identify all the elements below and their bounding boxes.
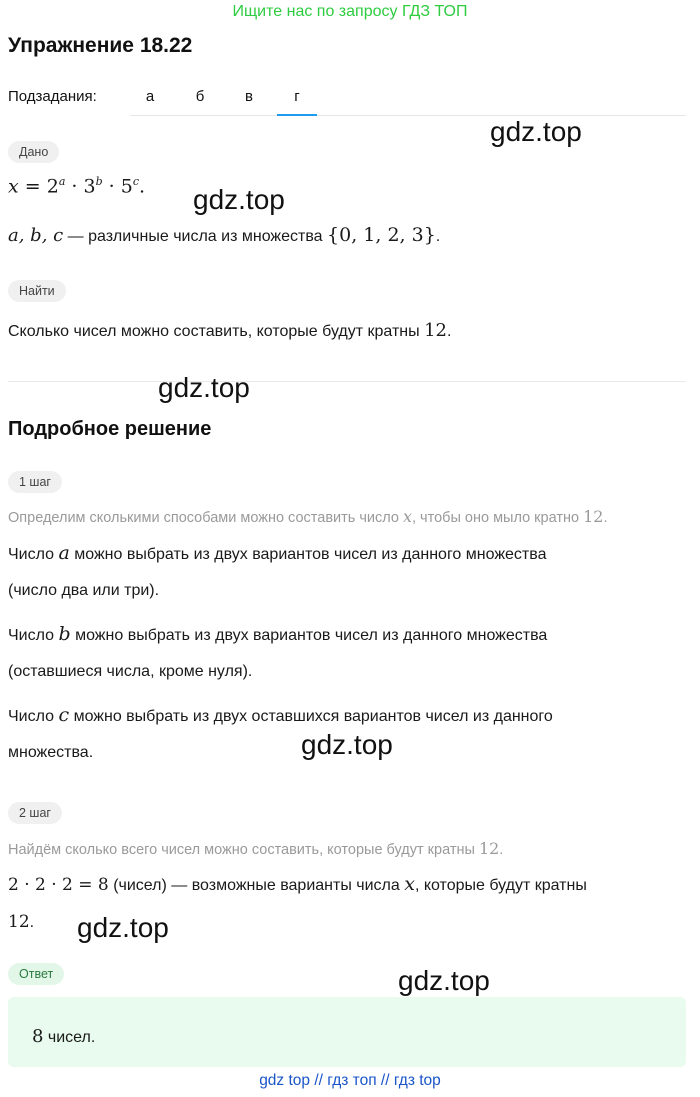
answer-unit: чисел.: [43, 1029, 96, 1046]
find-text: [8, 320, 451, 341]
watermark: gdz.top: [77, 912, 169, 943]
formula-exp-b: b: [95, 175, 103, 188]
step1-caption-text2: , чтобы оно мыло кратно: [412, 510, 584, 526]
para-c-prefix: Число: [8, 708, 59, 725]
step2-chip: 2 шаг: [8, 802, 62, 824]
tab-b[interactable]: б: [195, 88, 205, 105]
formula-end: .: [139, 175, 146, 198]
step2-line2-end: .: [29, 914, 35, 931]
given-set-end: .: [435, 228, 441, 245]
step2-text: (чисел) — возможные варианты числа: [108, 877, 405, 894]
step2-label: [8, 802, 62, 824]
formula-exp-a: a: [58, 175, 66, 188]
answer-number: 8: [32, 1026, 44, 1047]
given-section-label: [8, 141, 59, 163]
find-chip: Найти: [8, 280, 66, 302]
tab-active-indicator: [277, 114, 317, 116]
tab-g[interactable]: г: [294, 88, 300, 105]
para-b-var: b: [58, 623, 71, 645]
footer-links[interactable]: gdz top // гдз топ // гдз top: [259, 1072, 441, 1089]
watermark: gdz.top: [193, 184, 285, 215]
search-banner: Ищите нас по запросу ГДЗ ТОП: [232, 3, 468, 20]
answer-text: [32, 1026, 95, 1047]
formula-dot1: · 3: [65, 175, 96, 198]
step1-chip: 1 шаг: [8, 471, 62, 493]
watermark: gdz.top: [398, 965, 490, 996]
para-b-text: можно выбрать из двух вариантов чисел из данного множества: [70, 627, 548, 644]
para-a-var: a: [58, 542, 70, 564]
given-formula: [8, 175, 145, 198]
given-set: {0, 1, 2, 3}: [327, 224, 436, 246]
step1-caption-x: x: [402, 507, 412, 526]
find-end: .: [446, 323, 452, 340]
tabs-divider: [130, 115, 686, 116]
step2-var: x: [404, 873, 415, 895]
step1-label: [8, 471, 62, 493]
para-b-line2: (оставшиеся числа, кроме нуля).: [8, 663, 253, 680]
given-vars: a, b, c: [8, 225, 64, 246]
para-c-text: можно выбрать из двух оставшихся вариантов чисел из данного: [69, 708, 553, 725]
find-section-label: [8, 280, 66, 302]
step1-caption-num: 12: [583, 507, 604, 526]
watermark: gdz.top: [490, 116, 582, 147]
formula-var-x: x: [8, 175, 19, 198]
step1-caption-end: .: [603, 510, 608, 526]
step2-expr: 2 · 2 · 2 = 8: [8, 875, 109, 895]
section-divider: [8, 381, 686, 382]
step2-text2: , которые будут кратны: [414, 877, 587, 894]
para-b-prefix: Число: [8, 627, 59, 644]
formula-eq: = 2: [18, 175, 59, 198]
step2-caption: [8, 839, 503, 858]
step1-para-c: [8, 697, 553, 771]
given-chip: Дано: [8, 141, 59, 163]
subtasks-label: Подзадания:: [8, 88, 97, 105]
para-a-text: можно выбрать из двух вариантов чисел из данного множества: [69, 546, 547, 563]
step1-para-b: [8, 616, 547, 690]
solution-title: Подробное решение: [8, 418, 212, 440]
tab-v[interactable]: в: [245, 88, 253, 105]
given-set-text: — различные числа из множества: [63, 228, 328, 245]
step2-line2-num: 12: [8, 912, 30, 932]
answer-chip: Ответ: [8, 963, 64, 985]
step1-caption: [8, 507, 607, 526]
para-a-line2: (число два или три).: [8, 582, 160, 599]
answer-label: [8, 963, 64, 985]
given-set-line: [8, 224, 440, 246]
step1-para-a: [8, 535, 546, 609]
tab-a[interactable]: а: [145, 88, 155, 105]
page-title: Упражнение 18.22: [8, 34, 193, 57]
para-a-prefix: Число: [8, 546, 59, 563]
step2-caption-text: Найдём сколько всего чисел можно составить, которые будут кратны: [8, 842, 479, 858]
step2-caption-num: 12: [478, 839, 500, 858]
watermark: gdz.top: [158, 372, 250, 403]
step2-caption-end: .: [499, 842, 504, 858]
formula-exp-c: c: [132, 175, 140, 188]
para-c-var: c: [58, 704, 70, 726]
formula-dot2: · 5: [102, 175, 133, 198]
find-number: 12: [424, 320, 447, 341]
answer-box: [8, 997, 686, 1067]
para-c-line2: множества.: [8, 744, 94, 761]
watermark: gdz.top: [301, 729, 393, 760]
step1-caption-text: Определим сколькими способами можно составить число: [8, 510, 403, 526]
find-question: Сколько чисел можно составить, которые будут кратны: [8, 323, 425, 340]
